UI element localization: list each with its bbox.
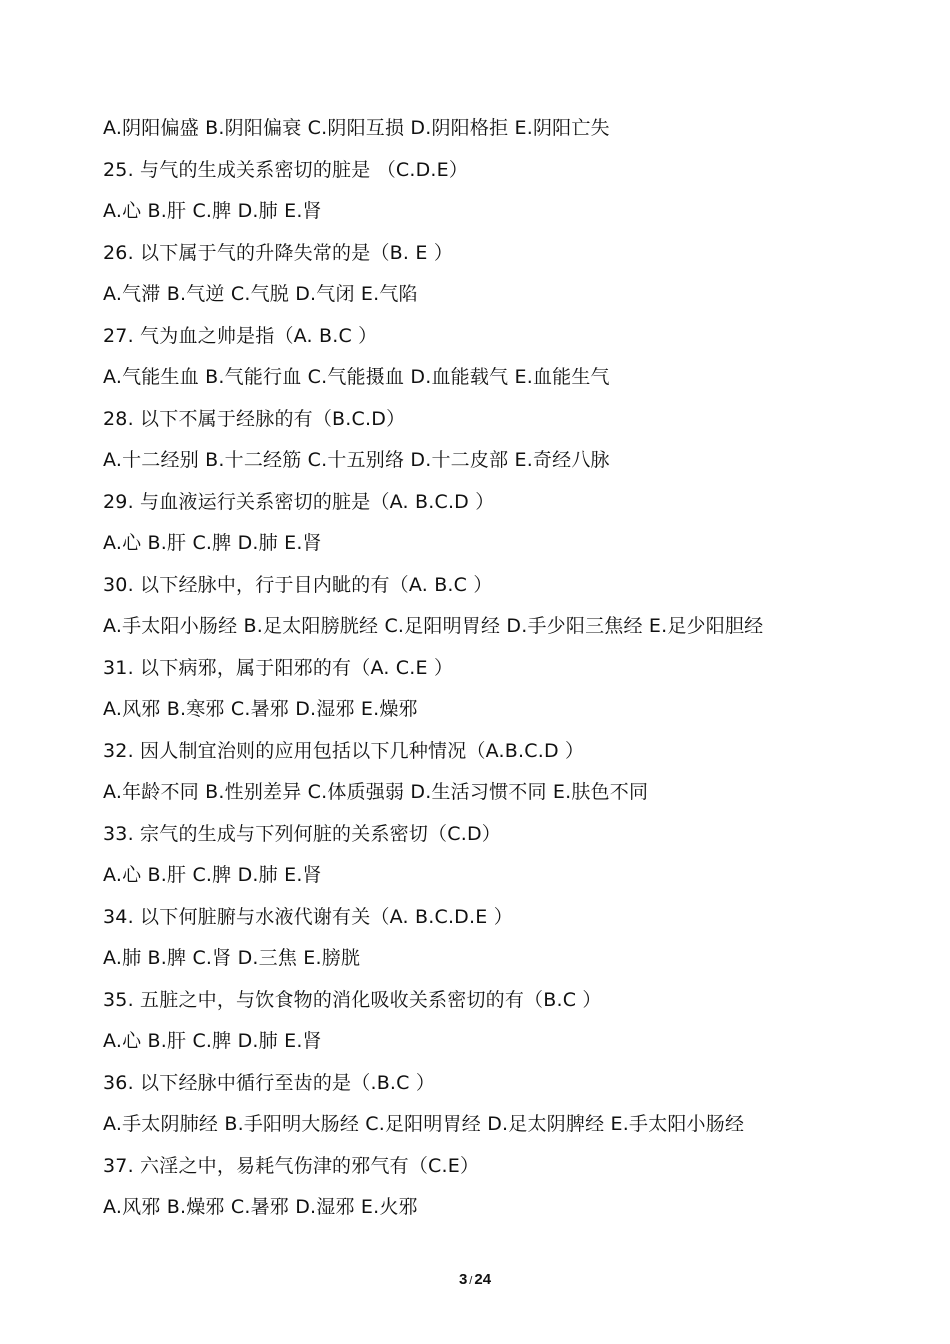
page-number [0,1271,950,1288]
options-line: A.十二经别 B.十二经筋 C.十五别络 D.十二皮部 E.奇经八脉 [103,449,610,471]
options-line: A.心 B.肝 C.脾 D.肺 E.肾 [103,200,322,222]
options-line: A.风邪 B.寒邪 C.暑邪 D.湿邪 E.燥邪 [103,698,418,720]
question-line: 30. 以下经脉中，行于目内眦的有（A. B.C ） [103,573,493,596]
question-line: 25. 与气的生成关系密切的脏是 （C.D.E） [103,158,469,181]
question-list [103,108,903,1229]
options-line: A.气滞 B.气逆 C.气脱 D.气闭 E.气陷 [103,283,418,305]
options-line: A.年龄不同 B.性别差异 C.体质强弱 D.生活习惯不同 E.肤色不同 [103,781,649,803]
total-pages-number: 24 [474,1271,492,1288]
page-separator: / [469,1275,473,1287]
question-line: 34. 以下何脏腑与水液代谢有关（A. B.C.D.E ） [103,905,513,928]
question-line: 31. 以下病邪，属于阳邪的有（A. C.E ） [103,656,454,679]
question-line: 32. 因人制宜治则的应用包括以下几种情况（A.B.C.D ） [103,739,585,762]
question-line: 28. 以下不属于经脉的有（B.C.D） [103,407,406,430]
options-line: A.肺 B.脾 C.肾 D.三焦 E.膀胱 [103,947,361,969]
options-line: A.风邪 B.燥邪 C.暑邪 D.湿邪 E.火邪 [103,1196,418,1218]
options-line: A.阴阳偏盛 B.阴阳偏衰 C.阴阳互损 D.阴阳格拒 E.阴阳亡失 [103,117,610,139]
options-line: A.心 B.肝 C.脾 D.肺 E.肾 [103,1030,322,1052]
options-line: A.手太阳小肠经 B.足太阳膀胱经 C.足阳明胃经 D.手少阳三焦经 E.足少阳胆经 [103,615,764,637]
question-line: 36. 以下经脉中循行至齿的是（.B.C ） [103,1071,436,1094]
options-line: A.手太阴肺经 B.手阳明大肠经 C.足阳明胃经 D.足太阴脾经 E.手太阳小肠经 [103,1113,745,1135]
question-line: 33. 宗气的生成与下列何脏的关系密切（C.D） [103,822,501,845]
question-line: 27. 气为血之帅是指（A. B.C ） [103,324,378,347]
question-line: 29. 与血液运行关系密切的脏是（A. B.C.D ） [103,490,495,513]
question-line: 37. 六淫之中，易耗气伤津的邪气有（C.E） [103,1154,480,1177]
current-page-number: 3 [458,1271,468,1288]
question-line: 35. 五脏之中，与饮食物的消化吸收关系密切的有（B.C ） [103,988,602,1011]
question-line: 26. 以下属于气的升降失常的是（B. E ） [103,241,454,264]
options-line: A.心 B.肝 C.脾 D.肺 E.肾 [103,864,322,886]
options-line: A.气能生血 B.气能行血 C.气能摄血 D.血能载气 E.血能生气 [103,366,610,388]
options-line: A.心 B.肝 C.脾 D.肺 E.肾 [103,532,322,554]
